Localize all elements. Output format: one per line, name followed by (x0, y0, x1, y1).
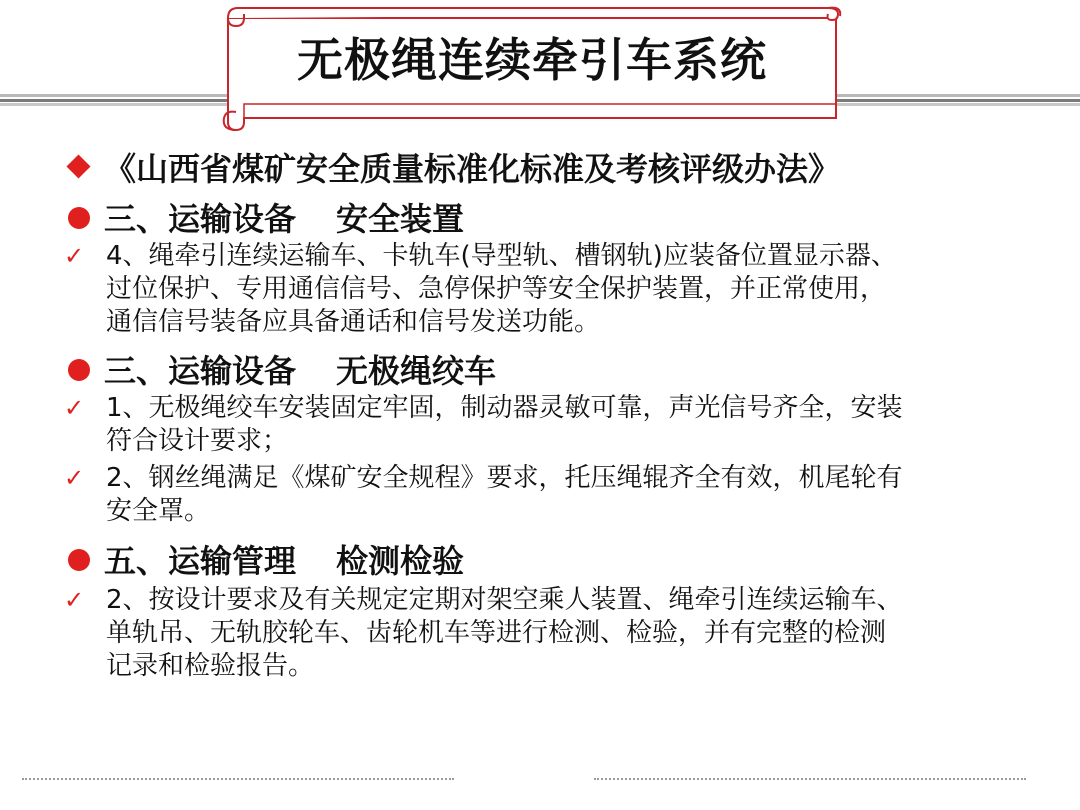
list-item-line: 2、钢丝绳满足《煤矿安全规程》要求，托压绳辊齐全有效，机尾轮有 (106, 463, 903, 493)
list-item-line: 过位保护、专用通信信号、急停保护等安全保护装置，并正常使用， (106, 274, 887, 304)
list-item-text (106, 392, 1046, 458)
section-heading (64, 194, 464, 240)
section-heading-part2: 安全装置 (336, 200, 465, 238)
section-heading (64, 536, 464, 582)
bullet-dot-icon (64, 541, 104, 577)
section-heading-part1: 三、运输设备 (104, 352, 297, 390)
bullet-dot-icon (64, 199, 104, 235)
list-item-line: 1、无极绳绞车安装固定牢固，制动器灵敏可靠，声光信号齐全，安装 (106, 393, 903, 423)
list-item-text (106, 240, 1046, 339)
list-item-line: 安全罩。 (106, 496, 211, 526)
footer-divider-right (594, 778, 1026, 780)
list-item-line: 2、按设计要求及有关规定定期对架空乘人装置、绳牵引连续运输车、 (106, 585, 903, 615)
source-heading: 《山西省煤矿安全质量标准化标准及考核评级办法》 (104, 150, 841, 188)
footer-divider-left (22, 778, 454, 780)
checkmark-icon: ✓ (64, 242, 85, 270)
list-item (64, 240, 1044, 340)
checkmark-icon: ✓ (64, 586, 85, 614)
list-item-text (106, 462, 1046, 528)
list-item-line: 单轨吊、无轨胶轮车、齿轮机车等进行检测、检验，并有完整的检测 (106, 618, 887, 648)
list-item-line: 4、绳牵引连续运输车、卡轨车(导型轨、槽钢轨)应装备位置显示器、 (106, 241, 897, 271)
section-heading-part2: 检测检验 (336, 542, 465, 580)
list-item-line: 通信信号装备应具备通话和信号发送功能。 (106, 307, 601, 337)
list-item-line: 符合设计要求； (106, 426, 289, 456)
list-item (64, 584, 1044, 684)
section-heading-part1: 三、运输设备 (104, 200, 297, 238)
list-item (64, 462, 1044, 528)
diamond-icon (64, 149, 104, 185)
checkmark-icon: ✓ (64, 394, 85, 422)
section-heading (64, 346, 496, 392)
bullet-dot-icon (64, 351, 104, 387)
section-heading-part1: 五、运输管理 (104, 542, 297, 580)
source-heading-row (64, 144, 840, 190)
page-title: 无极绳连续牵引车系统 (297, 33, 767, 87)
list-item-line: 记录和检验报告。 (106, 651, 315, 681)
section-heading-part2: 无极绳绞车 (336, 352, 497, 390)
list-item (64, 392, 1044, 458)
checkmark-icon: ✓ (64, 464, 85, 492)
list-item-text (106, 584, 1046, 683)
